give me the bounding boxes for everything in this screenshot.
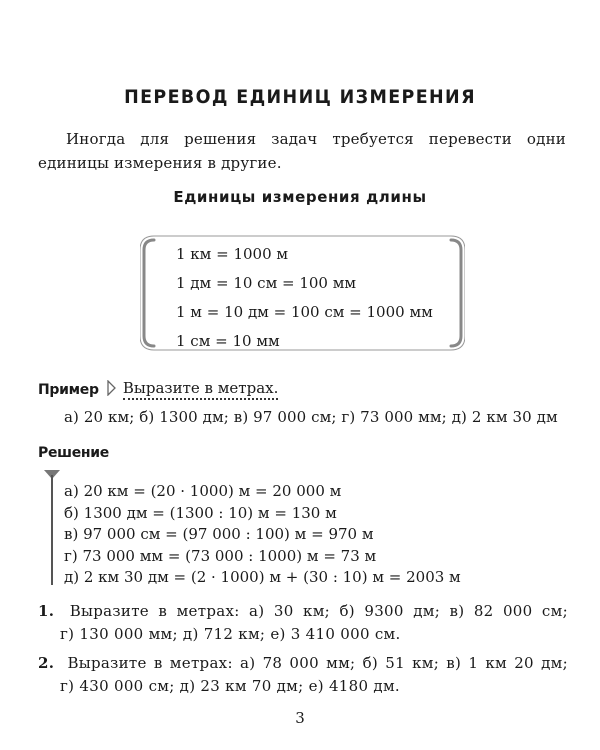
- task-word: б): [339, 602, 355, 620]
- task-word: дм;: [413, 602, 441, 620]
- task-word: 20: [514, 654, 534, 672]
- task-word: 30: [273, 602, 294, 620]
- task-word: а): [239, 654, 256, 672]
- example-label: Пример: [38, 381, 99, 398]
- task-word: Выразите: [67, 654, 147, 672]
- task-word: метрах:: [176, 602, 240, 620]
- task-word: 78: [262, 654, 283, 672]
- task-word: 000: [502, 602, 533, 620]
- solution-bar: [51, 475, 53, 585]
- task-word: 000: [289, 654, 319, 672]
- box-line: 1 дм = 10 см = 100 мм: [176, 274, 357, 292]
- task-line-1: [38, 600, 568, 623]
- solution-line: б) 1300 дм = (1300 : 10) м = 130 м: [64, 503, 337, 522]
- task-word: 9300: [364, 602, 404, 620]
- chevron-right-icon: [107, 380, 116, 400]
- task-word: в: [153, 654, 163, 672]
- length-units-box: [140, 228, 465, 358]
- example-row: [38, 379, 278, 401]
- box-line: 1 км = 1000 м: [176, 245, 289, 263]
- solution-line: в) 97 000 см = (97 000 : 100) м = 970 м: [64, 525, 374, 543]
- task-2: [38, 652, 568, 698]
- task-1: [38, 600, 568, 646]
- solution-line: д) 2 км 30 дм = (2 · 1000) м + (30 : 10) м = 2003 м: [64, 568, 461, 586]
- box-lines: [176, 240, 433, 356]
- task-word: км;: [412, 654, 440, 672]
- intro-paragraph: Иногда для решения задач требуется перевести одни единицы измерения в другие.: [38, 130, 566, 172]
- task-word: в): [446, 654, 462, 672]
- example-instruction: Выразите в метрах.: [123, 379, 278, 400]
- section-subtitle: Единицы измерения длины: [173, 188, 427, 206]
- example-items: а) 20 км; б) 1300 дм; в) 97 000 см; г) 73 000 мм; д) 2 км 30 дм: [64, 408, 558, 426]
- task-line-2: г) 430 000 см; д) 23 км 70 дм; е) 4180 дм.: [60, 677, 400, 695]
- task-word: 51: [385, 654, 405, 672]
- solution-lines: [64, 481, 461, 589]
- solution-line: г) 73 000 мм = (73 000 : 1000) м = 73 м: [64, 546, 377, 565]
- task-word: км: [485, 654, 508, 672]
- task-line-2: г) 130 000 мм; д) 712 км; е) 3 410 000 см.: [60, 625, 401, 643]
- box-line: 1 м = 10 дм = 100 см = 1000 мм: [176, 303, 433, 321]
- task-word: 1: [468, 654, 479, 672]
- task-word: Выразите: [69, 602, 149, 620]
- box-line: 1 см = 10 мм: [176, 332, 280, 350]
- task-word: мм;: [326, 654, 356, 672]
- solution-label: Решение: [38, 445, 109, 461]
- task-word: см;: [541, 602, 568, 620]
- task-number: 1.: [38, 602, 55, 620]
- page-title: ПЕРЕВОД ЕДИНИЦ ИЗМЕРЕНИЯ: [124, 86, 476, 108]
- task-word: а): [249, 602, 265, 620]
- solution-line: а) 20 км = (20 · 1000) м = 20 000 м: [64, 482, 342, 500]
- task-line-1: [38, 652, 568, 675]
- task-word: в: [158, 602, 168, 620]
- task-word: в): [449, 602, 465, 620]
- task-word: метрах:: [169, 654, 233, 672]
- page-number: 3: [295, 709, 305, 727]
- task-word: 82: [473, 602, 494, 620]
- task-word: км;: [303, 602, 331, 620]
- task-word: дм;: [541, 654, 568, 672]
- task-number: 2.: [38, 654, 55, 672]
- task-word: б): [362, 654, 379, 672]
